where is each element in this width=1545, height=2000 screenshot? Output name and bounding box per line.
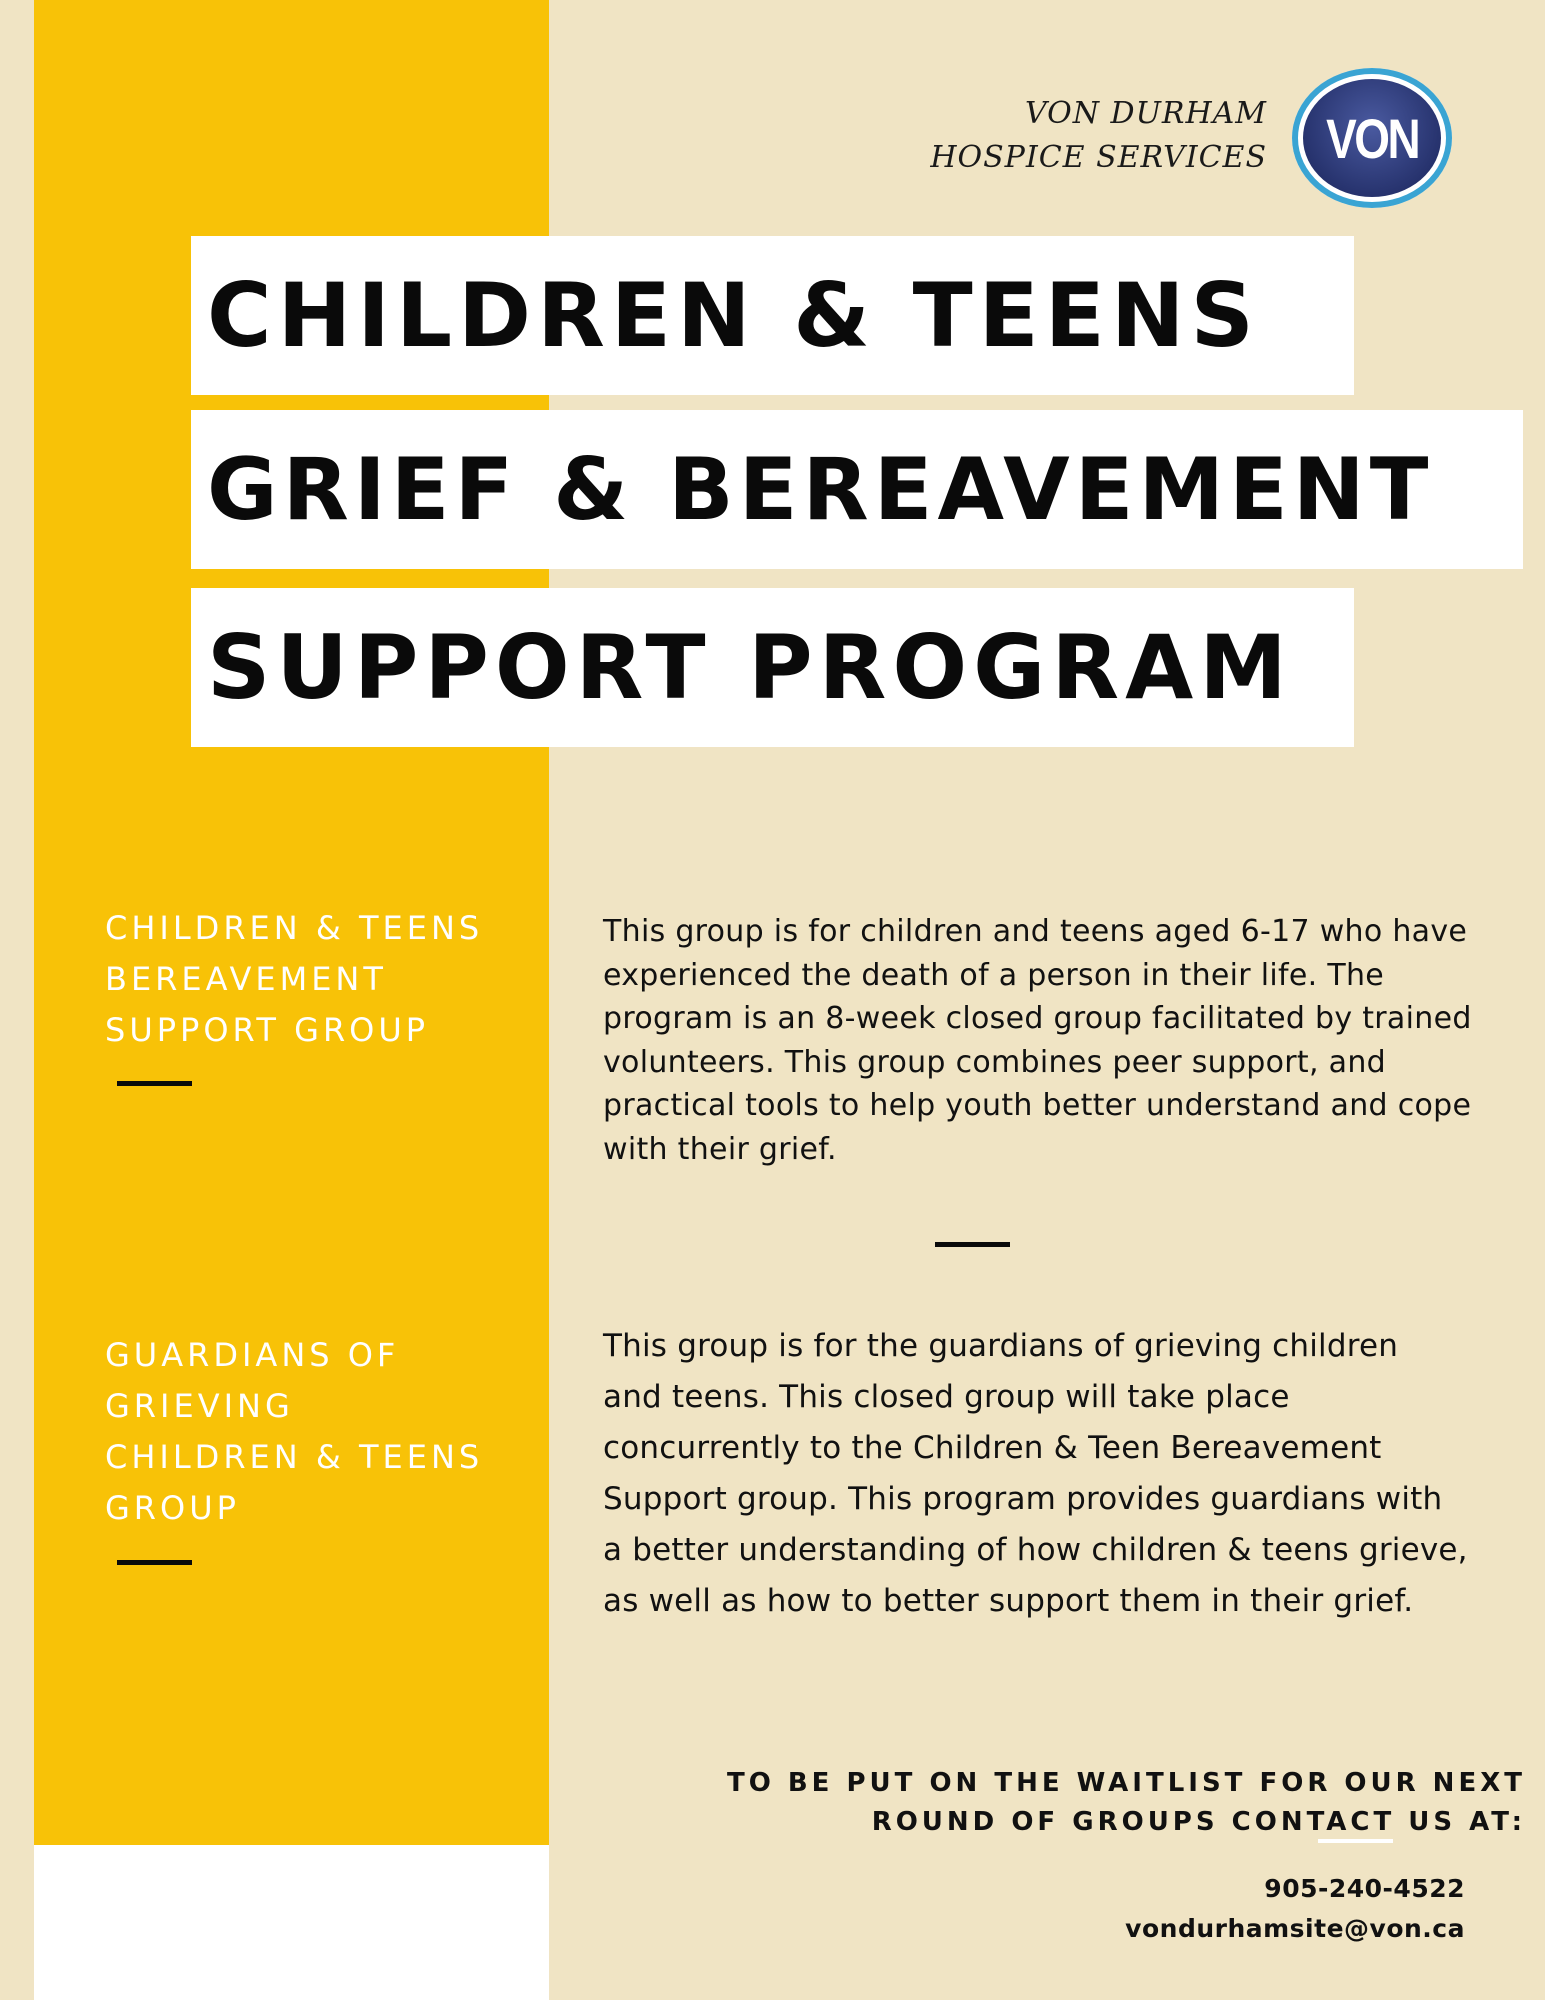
org-name: [847, 92, 1267, 180]
body-line: This group is for children and teens aged 6-17 who have: [603, 914, 1468, 949]
body-line: volunteers. This group combines peer support, and: [603, 1044, 1386, 1080]
body-line: with their grief.: [603, 1131, 837, 1167]
title-line-1: CHILDREN & TEENS: [207, 264, 1260, 367]
heading-line: CHILDREN & TEENS: [105, 909, 484, 947]
body-line: and teens. This closed group will take place: [603, 1379, 1290, 1415]
heading-line: GUARDIANS OF: [105, 1336, 400, 1374]
body-line: Support group. This program provides guardians with: [603, 1481, 1443, 1517]
body-line: as well as how to better support them in their grief.: [603, 1583, 1414, 1619]
org-name-line1: VON DURHAM: [1025, 96, 1267, 131]
body-line: practical tools to help youth better understand and cope: [603, 1088, 1472, 1123]
body-line: This group is for the guardians of grieving children: [603, 1328, 1399, 1364]
heading-line: CHILDREN & TEENS: [105, 1438, 484, 1476]
von-logo-badge: [1303, 79, 1441, 197]
title-line-2: GRIEF & BEREAVEMENT: [207, 439, 1434, 540]
white-corner-block: [34, 1845, 549, 2000]
heading-line: SUPPORT GROUP: [105, 1011, 430, 1049]
body-line: concurrently to the Children & Teen Bereavement: [603, 1430, 1382, 1466]
body-line: a better understanding of how children & teens grieve,: [603, 1532, 1468, 1568]
section-body-guardians: [603, 1321, 1533, 1627]
section-body-children-teens: [603, 910, 1533, 1171]
title-line-3: SUPPORT PROGRAM: [207, 616, 1293, 719]
cta-line-1: TO BE PUT ON THE WAITLIST FOR OUR NEXT: [726, 1768, 1526, 1798]
heading-line: GROUP: [105, 1489, 240, 1527]
title-box-3: [191, 588, 1354, 747]
cta-underline: [1318, 1839, 1393, 1843]
contact-email[interactable]: vondurhamsite@von.ca: [1125, 1914, 1465, 1943]
cta-line-2: ROUND OF GROUPS CONTACT US AT:: [871, 1807, 1526, 1837]
contact-phone[interactable]: 905-240-4522: [1264, 1874, 1465, 1903]
waitlist-call-to-action: [626, 1764, 1526, 1842]
heading-divider: [117, 1560, 192, 1565]
von-logo-text: VON: [1325, 106, 1419, 170]
body-line: experienced the death of a person in their life. The: [603, 957, 1385, 993]
title-box-1: [191, 236, 1354, 395]
heading-divider: [117, 1081, 192, 1086]
title-box-2: [191, 410, 1523, 569]
section-divider: [935, 1242, 1010, 1247]
heading-line: GRIEVING: [105, 1387, 294, 1425]
section-heading-guardians: [105, 1330, 525, 1534]
heading-line: BEREAVEMENT: [105, 960, 387, 998]
org-name-line2: HOSPICE SERVICES: [930, 140, 1267, 175]
section-heading-children-teens: [105, 903, 525, 1056]
body-line: program is an 8-week closed group facilitated by trained: [603, 1001, 1472, 1036]
von-logo: [1292, 68, 1452, 208]
